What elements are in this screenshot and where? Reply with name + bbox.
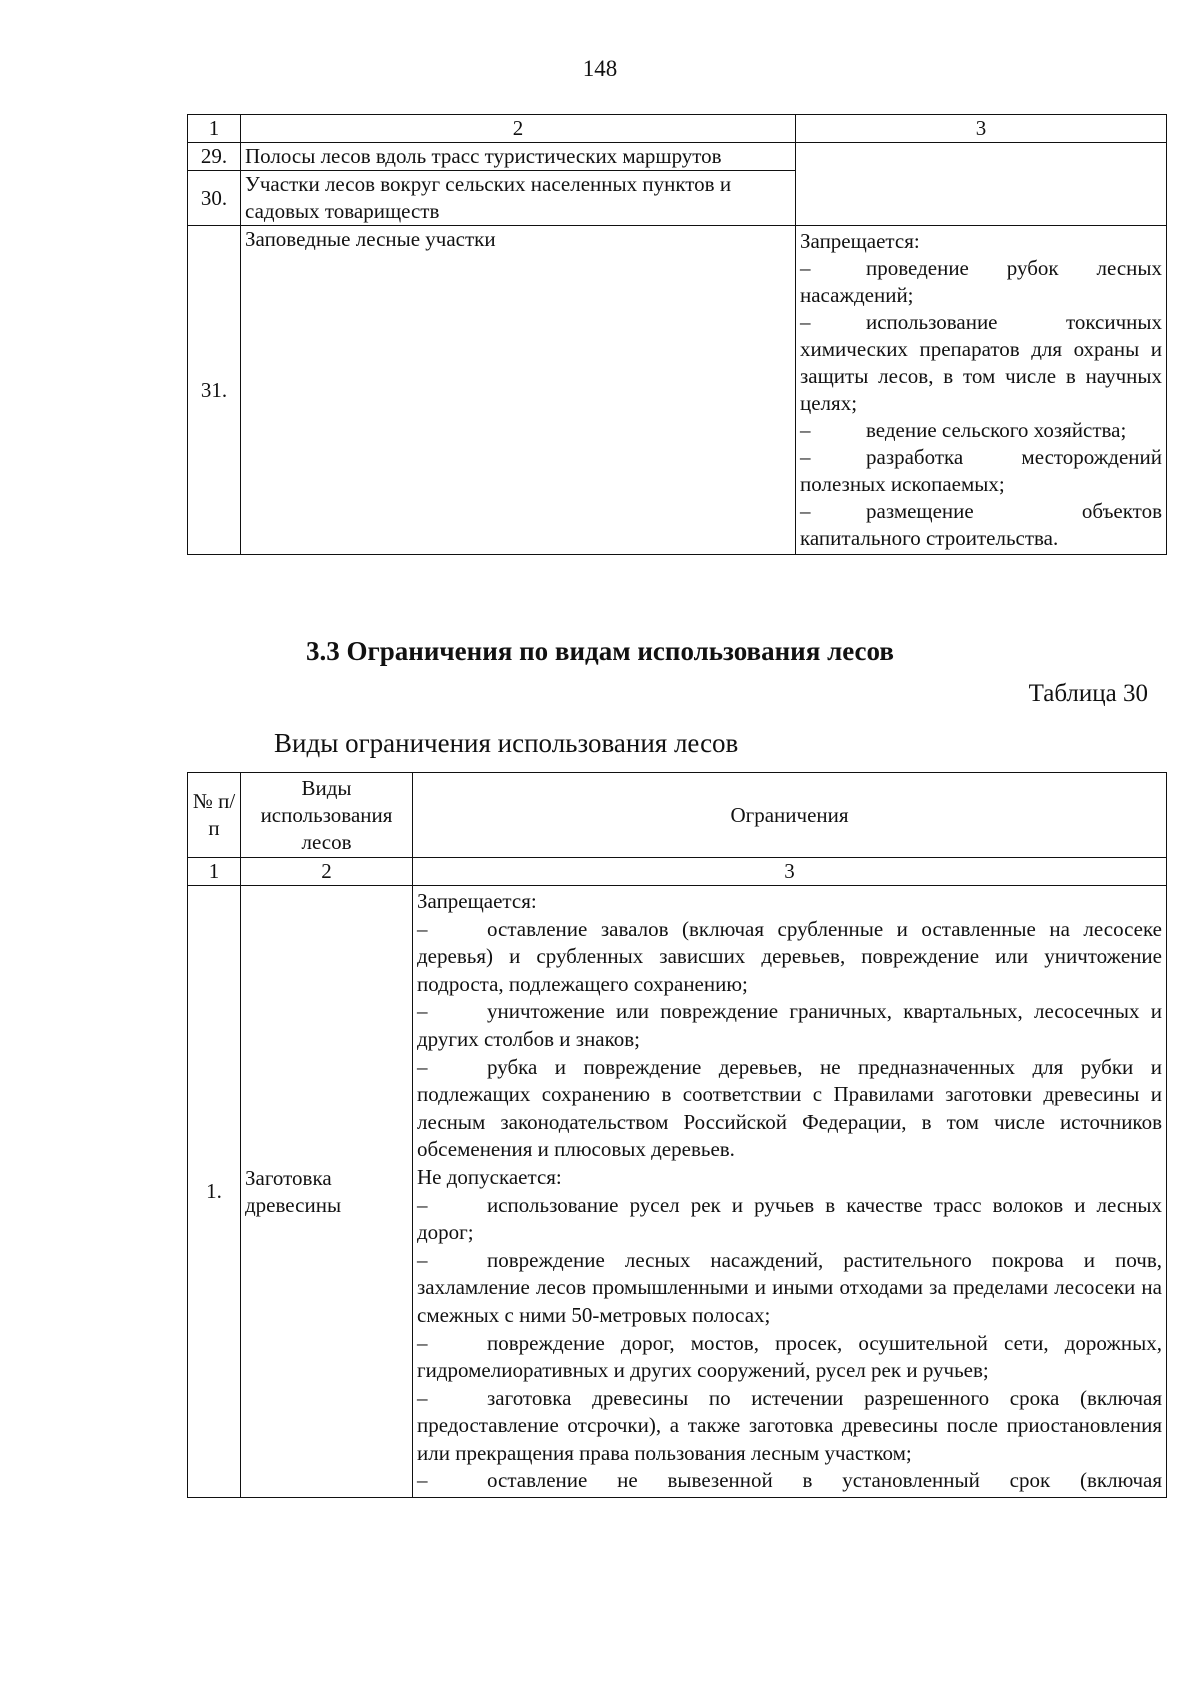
restriction-item: – рубка и повреждение деревьев, не предназначенных для рубки и подлежащих сохранению в соответствии с Правилами заготовки древесины и лесным законодательством Российской Федерации, в том числе источников обсеменения и плюсовых деревьев. bbox=[417, 1054, 1162, 1162]
column-number-2: 2 bbox=[241, 115, 796, 143]
restriction-intro: Не допускается: bbox=[417, 1164, 562, 1189]
use-type: Заготовка древесины bbox=[241, 886, 413, 1498]
row-number: 29. bbox=[188, 143, 241, 171]
row-number: 1. bbox=[188, 886, 241, 1498]
header-row bbox=[188, 773, 1167, 858]
protected-forests-table bbox=[187, 114, 1167, 555]
column-number-2: 2 bbox=[241, 858, 413, 886]
forest-category: Участки лесов вокруг сельских населенных пунктов и садовых товариществ bbox=[241, 171, 796, 226]
restriction-item: – проведение рубок лесных насаждений; bbox=[800, 256, 1162, 307]
column-number-1: 1 bbox=[188, 858, 241, 886]
table-row bbox=[188, 226, 1167, 555]
restrictions-cell bbox=[796, 226, 1167, 555]
restriction-intro: Запрещается: bbox=[417, 889, 537, 913]
restriction-item: – уничтожение или повреждение граничных, квартальных, лесосечных и других столбов и знаков; bbox=[417, 999, 1162, 1051]
restriction-item: – повреждение дорог, мостов, просек, осушительной сети, дорожных, гидромелиоративных и других сооружений, русел рек и ручьев; bbox=[417, 1330, 1162, 1383]
restriction-item: – оставление не вывезенной в установленный срок (включая bbox=[417, 1468, 1162, 1493]
table-row bbox=[188, 143, 1167, 171]
table-row bbox=[188, 886, 1167, 1498]
column-numbering-row bbox=[188, 115, 1167, 143]
restriction-item: – размещение объектов капитального строительства. bbox=[800, 499, 1162, 550]
table-label: Таблица 30 bbox=[1028, 680, 1148, 707]
column-number-3: 3 bbox=[413, 858, 1167, 886]
column-numbering-row bbox=[188, 858, 1167, 886]
restriction-item: – заготовка древесины по истечении разрешенного срока (включая предоставление отсрочки), а также заготовка древесины после приостановления или прекращения права пользования лесным участком; bbox=[417, 1385, 1162, 1465]
restrictions-cell bbox=[796, 143, 1167, 226]
forest-use-restrictions-table bbox=[187, 772, 1167, 1498]
restrictions-cell bbox=[413, 886, 1167, 1498]
page-number: 148 bbox=[582, 56, 618, 81]
row-number: 30. bbox=[188, 171, 241, 226]
forest-category: Заповедные лесные участки bbox=[241, 226, 796, 555]
column-number-3: 3 bbox=[796, 115, 1167, 143]
row-number: 31. bbox=[188, 226, 241, 555]
restriction-item: – оставление завалов (включая срубленные и оставленные на лесосеке деревья) и срубленных зависших деревьев, повреждение или уничтожение подроста, подлежащего сохранению; bbox=[417, 916, 1162, 996]
restriction-item: – использование токсичных химических препаратов для охраны и защиты лесов, в том числе в научных целях; bbox=[800, 310, 1162, 415]
restriction-intro: Запрещается: bbox=[800, 229, 920, 253]
header-use-type: Виды использования лесов bbox=[241, 773, 413, 858]
restriction-item: – использование русел рек и ручьев в качестве трасс волоков и лесных дорог; bbox=[417, 1192, 1162, 1245]
restriction-item: – разработка месторождений полезных ископаемых; bbox=[800, 445, 1162, 496]
restriction-item: – повреждение лесных насаждений, растительного покрова и почв, захламление лесов промышленными и иными отходами за пределами лесосеки на смежных с ними 50-метровых полосах; bbox=[417, 1247, 1162, 1327]
column-number-1: 1 bbox=[188, 115, 241, 143]
restriction-item: – ведение сельского хозяйства; bbox=[800, 418, 1127, 442]
table-caption: Виды ограничения использования лесов bbox=[274, 728, 739, 758]
forest-category: Полосы лесов вдоль трасс туристических маршрутов bbox=[241, 143, 796, 171]
header-number: № п/п bbox=[188, 773, 241, 858]
header-restrictions: Ограничения bbox=[413, 773, 1167, 858]
section-heading: 3.3 Ограничения по видам использования лесов bbox=[306, 636, 894, 666]
